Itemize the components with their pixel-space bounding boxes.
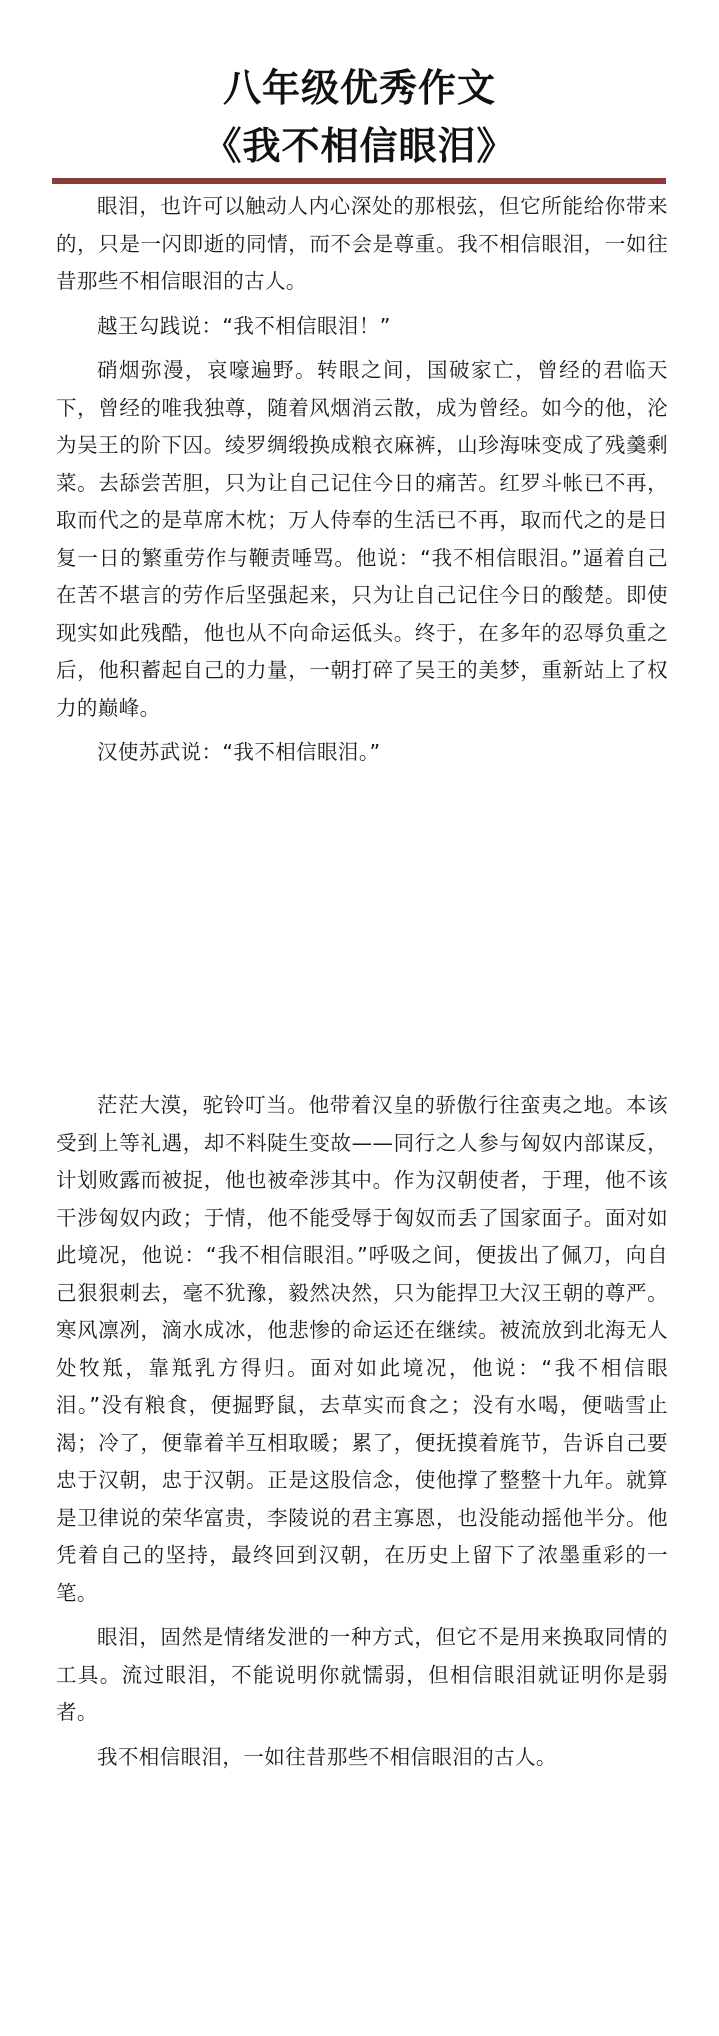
paragraph-reflection: 眼泪，固然是情绪发泄的一种方式，但它不是用来换取同情的工具。流过眼泪，不能说明你就懦弱，但相信眼泪就证明你是弱者。 bbox=[56, 1625, 668, 1724]
paragraph-goujian-quote: 越王勾践说：“我不相信眼泪！” bbox=[97, 313, 391, 338]
essay-body-part1 bbox=[56, 188, 668, 779]
page-title-line2: 《我不相信眼泪》 bbox=[203, 124, 516, 168]
paragraph-suwu-story: 茫茫大漠，驼铃叮当。他带着汉皇的骄傲行往蛮夷之地。本该受到上等礼遇，却不料陡生变故——同行之人参与匈奴内部谋反，计划败露而被捉，他也被牵涉其中。作为汉朝使者，于理，他不该干涉匈奴内政；于情，他不能受辱于匈奴而丢了国家面子。面对如此境况，他说：“我不相信眼泪。”呼吸之间，便拔出了佩刀，向自己狠狠刺去，毫不犹豫，毅然决然，只为能捍卫大汉王朝的尊严。寒风凛冽，滴水成冰，他悲惨的命运还在继续。被流放到北海无人处牧羝，靠羝乳方得归。面对如此境况，他说：“我不相信眼泪。”没有粮食，便掘野鼠，去草实而食之；没有水喝，便啮雪止渴；冷了，便靠着羊互相取暖；累了，便抚摸着旄节，告诉自己要忠于汉朝，忠于汉朝。正是这股信念，使他撑了整整十九年。就算是卫律说的荣华富贵，李陵说的君主寡恩，也没能动摇他半分。他凭着自己的坚持，最终回到汉朝，在历史上留下了浓墨重彩的一笔。 bbox=[56, 1093, 668, 1605]
paragraph-conclusion: 我不相信眼泪，一如往昔那些不相信眼泪的古人。 bbox=[97, 1744, 557, 1769]
page-title-line1: 八年级优秀作文 bbox=[222, 66, 496, 110]
paragraph-intro: 眼泪，也许可以触动人内心深处的那根弦，但它所能给你带来的，只是一闪即逝的同情，而不会是尊重。我不相信眼泪，一如往昔那些不相信眼泪的古人。 bbox=[56, 194, 668, 293]
paragraph-suwu-quote: 汉使苏武说：“我不相信眼泪。” bbox=[97, 740, 381, 764]
essay-body-part2 bbox=[56, 1087, 668, 1783]
paragraph-goujian-story: 硝烟弥漫，哀嚎遍野。转眼之间，国破家亡，曾经的君临天下，曾经的唯我独尊，随着风烟消云散，成为曾经。如今的他，沦为吴王的阶下囚。绫罗绸缎换成粮衣麻裤，山珍海味变成了残羹剩菜。去舔尝苦胆，只为让自己记住今日的痛苦。红罗斗帐已不再，取而代之的是草席木枕；万人侍奉的生活已不再，取而代之的是日复一日的繁重劳作与鞭责唾骂。他说：“我不相信眼泪。”逼着自己在苦不堪言的劳作后坚强起来，只为让自己记住今日的酸楚。即使现实如此残酷，他也从不向命运低头。终于，在多年的忍辱负重之后，他积蓄起自己的力量，一朝打碎了吴王的美梦，重新站上了权力的巅峰。 bbox=[56, 358, 668, 720]
title-divider bbox=[52, 178, 666, 184]
